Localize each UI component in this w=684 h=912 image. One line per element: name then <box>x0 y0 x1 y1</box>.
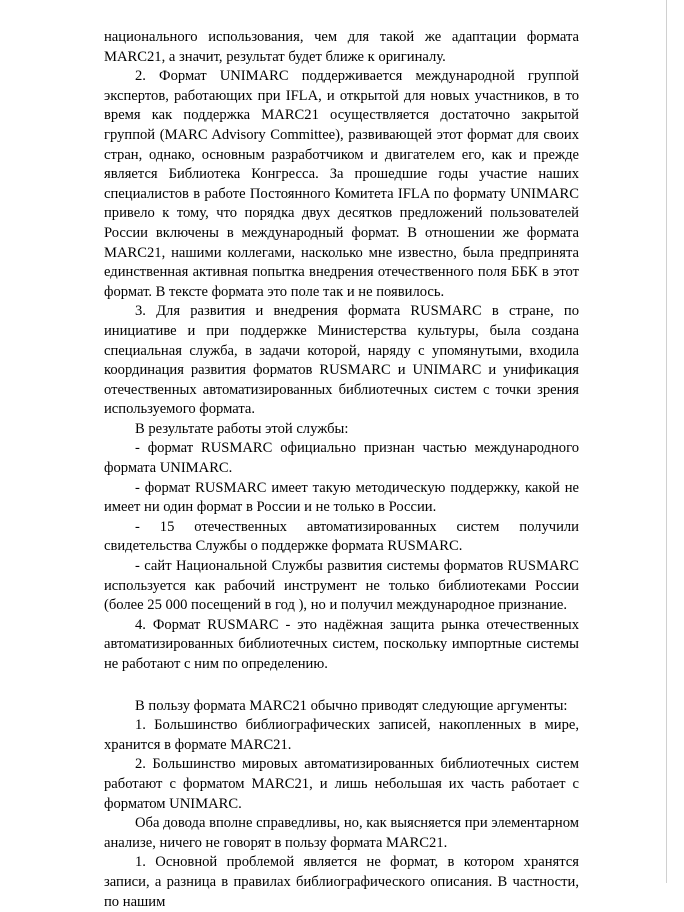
list-item-result-1: - формат RUSMARC официально признан частью международного формата UNIMARC. <box>104 440 579 477</box>
paragraph-marc21-arguments-intro: В пользу формата MARC21 обычно приводят следующие аргументы: <box>135 697 568 714</box>
page-edge <box>666 0 684 883</box>
paragraph-point-2-unimarc-support: 2. Формат UNIMARC поддерживается международной группой экспертов, работающих при IFLA, и открытой для новых участников, в то время как поддержка MARC21 осуществляется достаточно закрытой группой (MARC Advisory Committee), развивающей этот формат для своих стран, однако, основным разработчиком и двигателем его, как и прежде является Библиотека Конгресса. За прошедшие годы участие наших специалистов в работе Постоянного Комитета IFLA по формату UNIMARC привело к тому, что порядка двух десятков предложений пользователей России включены в международный формат. В отношении же формата MARC21, нашими коллегами, насколько мне известно, была предпринята единственная активная попытка внедрения отечественного поля ББК в этот формат. В тексте формата это поле так и не появилось. <box>104 68 579 300</box>
paragraph-both-arguments: Оба довода вполне справедливы, но, как выясняется при элементарном анализе, ничего не говорят в пользу формата MARC21. <box>104 815 579 851</box>
paragraph-point-3-special-service: 3. Для развития и внедрения формата RUSMARC в стране, по инициативе и при поддержке Министерства культуры, была создана специальная служба, в задачи которой, наряду с упомянутыми, входила координация развития форматов RUSMARC и UNIMARC и унификация отечественных автоматизированных библиотечных систем с точки зрения используемого формата. <box>104 303 579 418</box>
paragraph-point-4-market-protection: 4. Формат RUSMARC - это надёжная защита рынка отечественных автоматизированных библиотечных систем, поскольку импортные системы не работают с ним по определению. <box>104 616 579 672</box>
list-item-result-4: - сайт Национальной Службы развития системы форматов RUSMARC используется как рабочий инструмент не только библиотеками России (более 25 000 посещений в год ), но и получил международное признание. <box>104 558 579 614</box>
paragraph-continuation: национального использования, чем для такой же адаптации формата MARC21, а значит, результат будет ближе к оригиналу. <box>104 29 579 65</box>
list-item-result-2: - формат RUSMARC имеет такую методическую поддержку, какой не имеет ни один формат в России и не только в России. <box>104 479 579 516</box>
paragraph-service-results-intro: В результате работы этой службы: <box>135 420 349 437</box>
list-item-marc21-argument-2: 2. Большинство мировых автоматизированных библиотечных систем работают с форматом MARC21, и лишь небольшая их часть работает с форматом UNIMARC. <box>104 756 579 812</box>
list-item-result-3: - 15 отечественных автоматизированных систем получили свидетельства Службы о поддержке формата RUSMARC. <box>104 518 579 555</box>
list-item-marc21-argument-1: 1. Большинство библиографических записей, накопленных в мире, хранится в формате MARC21. <box>104 717 579 753</box>
document-body <box>104 28 579 912</box>
paragraph-main-problem: 1. Основной проблемой является не формат, в котором хранятся записи, а разница в правилах библиографического описания. В частности, по нашим <box>104 854 579 910</box>
